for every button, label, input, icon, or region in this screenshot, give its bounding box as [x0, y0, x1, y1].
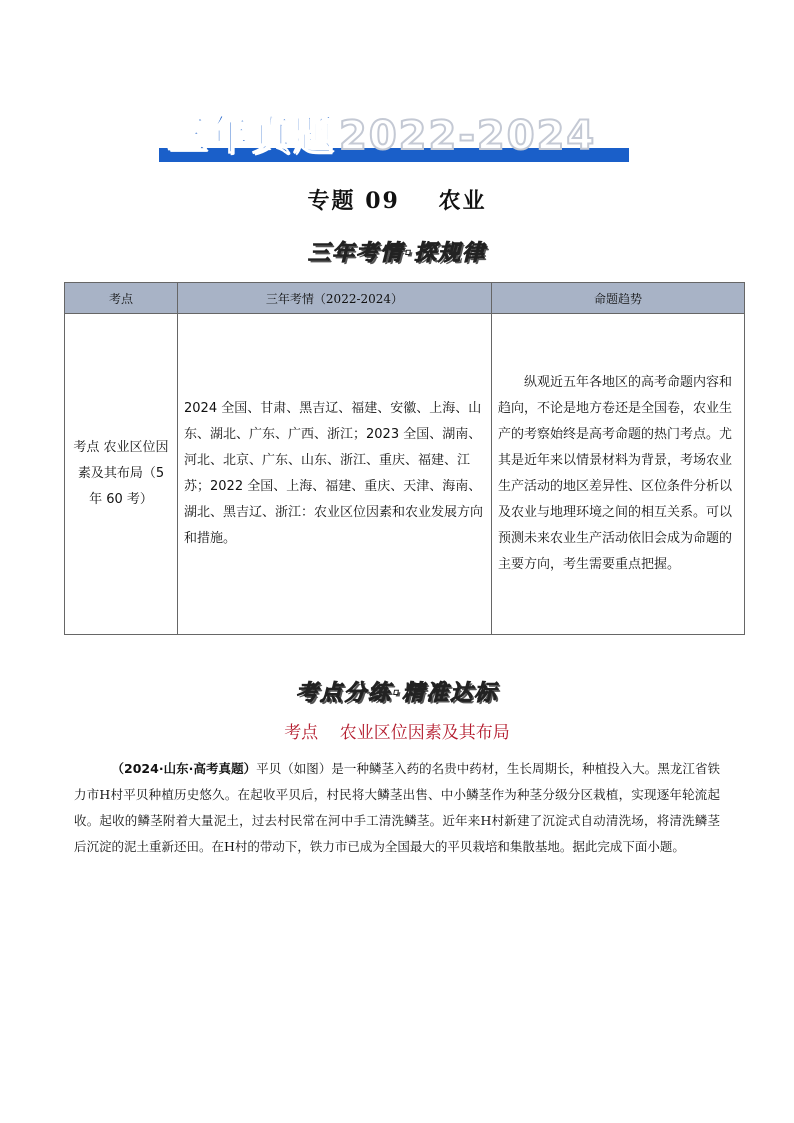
- table-cell-trend: 纵观近五年各地区的高考命题内容和趋向，不论是地方卷还是全国卷，农业生产的考察始终是高考命题的热门考点。尤其是近年来以情景材料为背景，考场农业生产活动的地区差异性、区位条件分析以及农业与地理环境之间的相互关系。可以预测未来农业生产活动依旧会成为命题的主要方向，考生需要重点把握。: [492, 314, 745, 635]
- question-source: （2024·山东·高考真题）: [111, 761, 257, 776]
- banner-title-years: 2022-2024: [339, 113, 597, 159]
- section-heading-practice: 考点分练·精准达标: [295, 681, 499, 706]
- table-header-kaoqing: 三年考情（2022-2024）: [178, 283, 492, 314]
- header-banner: [155, 108, 635, 168]
- section-heading-trends: 三年考情·探规律: [307, 241, 487, 266]
- table-row: [65, 314, 745, 635]
- kaodian-heading: 考点 农业区位因素及其布局: [284, 723, 510, 743]
- overview-table: [64, 282, 745, 635]
- table-cell-kaodian: 考点 农业区位因素及其布局（5 年 60 考）: [65, 314, 178, 635]
- question-text: 平贝（如图）是一种鳞茎入药的名贵中药材，生长周期长，种植投入大。黑龙江省铁力市H村平贝种植历史悠久。在起收平贝后，村民将大鳞茎出售、中小鳞茎作为种茎分级分区栽植，实现逐年轮流起收。起收的鳞茎附着大量泥土，过去村民常在河中手工清洗鳞茎。近年来H村新建了沉淀式自动清洗场，将清洗鳞茎后沉淀的泥土重新还田。在H村的带动下，铁力市已成为全国最大的平贝栽培和集散基地。据此完成下面小题。: [74, 761, 720, 854]
- banner-title: [167, 110, 596, 162]
- topic-title: 专题 09 农业: [307, 188, 487, 214]
- table-header-kaodian: 考点: [65, 283, 178, 314]
- table-header-row: [65, 283, 745, 314]
- table-cell-kaoqing: 2024 全国、甘肃、黑吉辽、福建、安徽、上海、山东、湖北、广东、广西、浙江；2023 全国、湖南、河北、北京、广东、山东、浙江、重庆、福建、江苏；2022 全国、上海、福建、重庆、天津、海南、湖北、黑吉辽、浙江：农业区位因素和农业发展方向和措施。: [178, 314, 492, 635]
- table-header-trend: 命题趋势: [492, 283, 745, 314]
- banner-title-hanzi: 三年真题: [167, 113, 335, 159]
- question-stem: [74, 756, 720, 860]
